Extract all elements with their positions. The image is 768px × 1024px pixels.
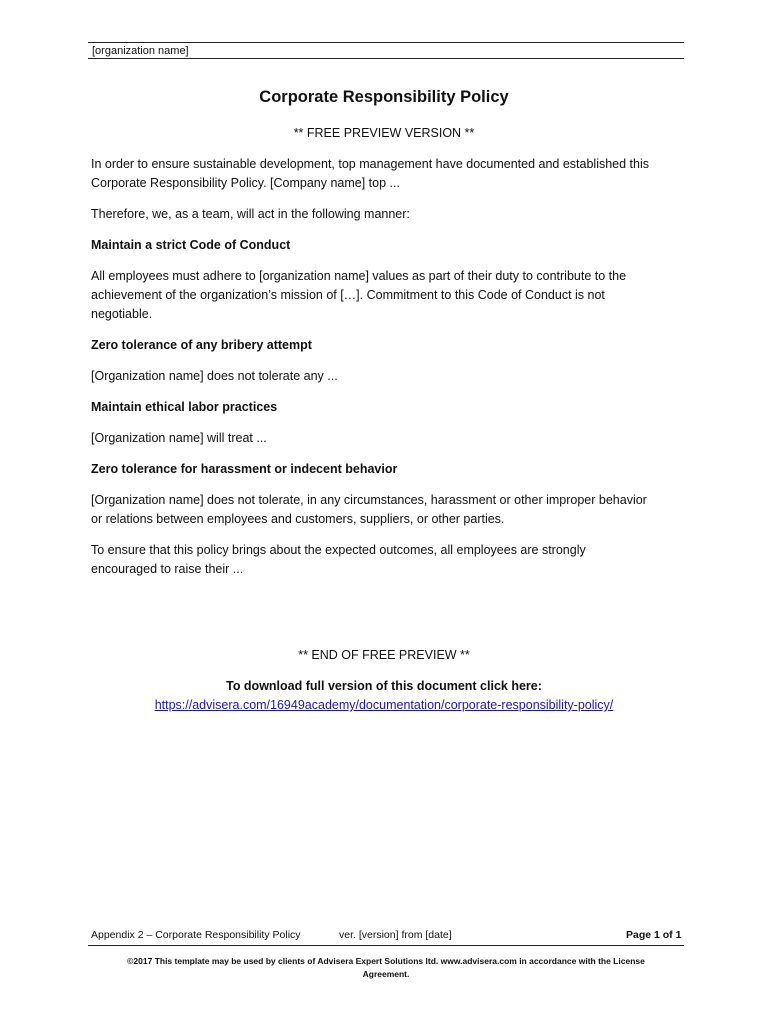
section1-line: achievement of the organization’s mission of […]. Commitment to this Code of Conduct is not: [91, 288, 605, 302]
footer-version: ver. [version] from [date]: [339, 929, 452, 941]
section1-line: negotiable.: [91, 307, 153, 321]
intro-line: In order to ensure sustainable development, top management have documented and established this: [91, 157, 650, 171]
section1-paragraph: [91, 267, 683, 324]
download-link[interactable]: https://advisera.com/16949academy/documentation/corporate-responsibility-policy/: [154, 698, 614, 712]
header-org-name: [organization name]: [92, 45, 189, 57]
document-title: Corporate Responsibility Policy: [259, 88, 509, 106]
section4-paragraph: [91, 491, 683, 529]
copyright-notice: [88, 955, 684, 981]
closing-line: To ensure that this policy brings about the expected outcomes, all employees are strongly: [91, 543, 586, 557]
section3-paragraph: [Organization name] will treat ...: [91, 431, 267, 445]
intro-paragraph: [91, 155, 683, 193]
section4-heading: Zero tolerance for harassment or indecent behavior: [91, 462, 398, 476]
download-link-container: [0, 696, 768, 715]
section2-paragraph: [Organization name] does not tolerate any ...: [91, 369, 338, 383]
closing-paragraph: [91, 541, 683, 579]
section4-line: or relations between employees and customers, suppliers, or other parties.: [91, 512, 505, 526]
footer-divider: [88, 945, 684, 946]
therefore-paragraph: Therefore, we, as a team, will act in the following manner:: [91, 207, 410, 221]
copyright-line: Agreement.: [362, 969, 410, 979]
section3-heading: Maintain ethical labor practices: [91, 400, 278, 414]
preview-tag: ** FREE PREVIEW VERSION **: [293, 126, 475, 140]
page-header: [88, 42, 684, 59]
closing-line: encouraged to raise their ...: [91, 562, 244, 576]
footer-appendix: Appendix 2 – Corporate Responsibility Policy: [91, 929, 301, 941]
end-preview-tag: ** END OF FREE PREVIEW **: [298, 648, 470, 662]
section4-line: [Organization name] does not tolerate, in any circumstances, harassment or other improper behavior: [91, 493, 647, 507]
section1-line: All employees must adhere to [organization name] values as part of their duty to contribute to the: [91, 269, 627, 283]
intro-line: Corporate Responsibility Policy. [Company name] top ...: [91, 176, 400, 190]
section1-heading: Maintain a strict Code of Conduct: [91, 238, 291, 252]
copyright-line: ©2017 This template may be used by clients of Advisera Expert Solutions ltd. www.advisera.com in accordance with the License: [127, 956, 645, 966]
footer-page-number: Page 1 of 1: [626, 929, 682, 941]
download-text: To download full version of this document click here:: [226, 679, 542, 693]
section2-heading: Zero tolerance of any bribery attempt: [91, 338, 312, 352]
